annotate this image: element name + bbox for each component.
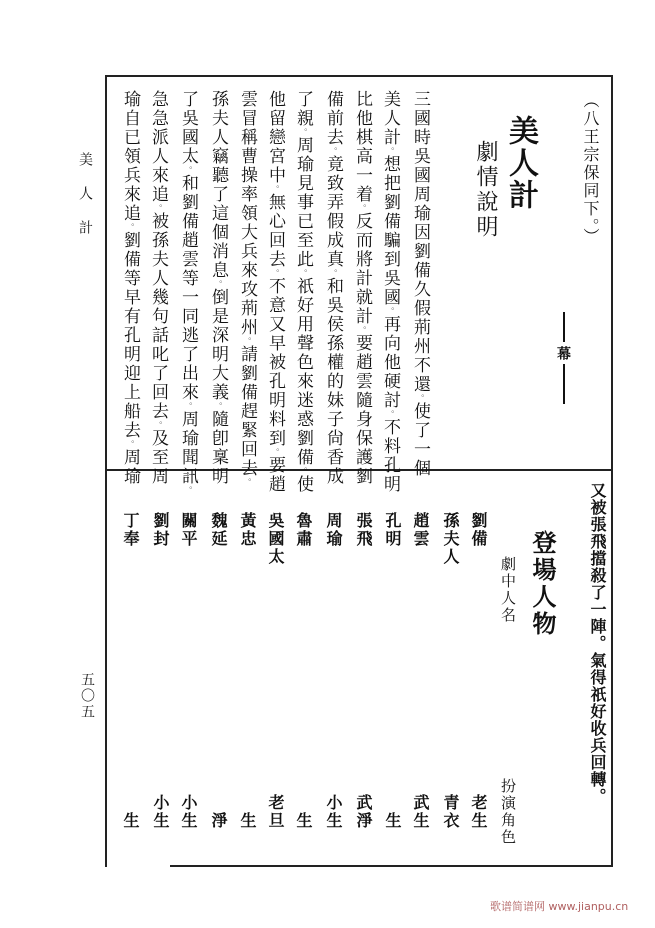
cast-role: 淨	[209, 812, 228, 830]
cast-heading: 登場人物	[528, 530, 557, 638]
cast-role: 老生	[469, 794, 488, 830]
act-label: 幕	[555, 346, 571, 360]
cast-role: 生	[294, 812, 313, 830]
synopsis-column: 美人計。想把劉備騙到吳國。再向他硬討。不料孔明	[380, 90, 400, 494]
frame-left-border	[105, 75, 107, 867]
cast-name: 黃忠	[238, 512, 257, 548]
page-title: 美人計	[503, 115, 538, 211]
cast-name: 丁奉	[121, 512, 140, 548]
synopsis-column: 比他棋高一着。反而將計就計。要趙雲隨身保護劉	[352, 90, 372, 486]
synopsis-continuation: 又被張飛擋殺了一陣。氣得祇好收兵回轉。	[588, 482, 607, 805]
cast-role: 武淨	[354, 794, 373, 830]
cast-name: 魏延	[209, 512, 228, 548]
synopsis-column: 三國時吳國周瑜因劉備久假荊州不還。使了一個	[410, 90, 430, 478]
cast-role: 小生	[151, 794, 170, 830]
cast-name: 吳國太	[266, 512, 285, 566]
cast-name: 趙雲	[411, 512, 430, 548]
act-marker	[555, 312, 571, 404]
synopsis-column: 急急派人來追。被孫夫人幾句話叱了回去。及至周	[148, 90, 168, 486]
cast-role: 小生	[324, 794, 343, 830]
cast-role: 生	[238, 812, 257, 830]
cast-role: 生	[383, 812, 402, 830]
synopsis-heading: 劇情說明	[473, 140, 498, 240]
cast-name: 關平	[179, 512, 198, 548]
synopsis-column: 孫夫人竊聽了這個消息。倒是深明大義。隨卽稟明	[208, 90, 228, 486]
cast-role: 青衣	[441, 794, 460, 830]
cast-role: 老旦	[266, 794, 285, 830]
cast-name: 劉備	[469, 512, 488, 548]
running-title: 美人計	[77, 152, 93, 254]
synopsis-column: 了吳國太。和劉備趙雲等一同逃了出來。周瑜聞訊。	[178, 90, 198, 494]
cast-role: 小生	[179, 794, 198, 830]
synopsis-column: 他留戀宮中。無心回去。不意又早被孔明料到。要趙	[265, 90, 285, 494]
frame-bottom-border	[170, 865, 613, 867]
cast-role: 生	[121, 812, 140, 830]
cast-name: 張飛	[354, 512, 373, 548]
cast-name: 劉封	[151, 512, 170, 548]
synopsis-column: 了親。周瑜見事已至此。祇好用聲色來迷惑劉備。使	[293, 90, 313, 494]
name-column-header: 劇中人名	[499, 556, 517, 624]
frame-top-border	[105, 75, 613, 77]
cast-note: （八王宗保同下。）	[581, 92, 600, 246]
frame-right-border	[611, 75, 613, 867]
cast-name: 周瑜	[324, 512, 343, 548]
synopsis-column: 備前去。竟致弄假成真。和吳侯孫權的妹子尙香成	[323, 90, 343, 486]
watermark: 歌谱简谱网 www.jianpu.cn	[490, 900, 629, 913]
role-column-header: 扮演角色	[499, 778, 517, 846]
cast-role: 武生	[411, 794, 430, 830]
page-number: 五〇五	[79, 672, 95, 720]
cast-name: 孔明	[383, 512, 402, 548]
synopsis-column: 雲冒稱曹操率領大兵來攻荊州。請劉備趕緊回去。	[237, 90, 257, 486]
cast-name: 孫夫人	[441, 512, 460, 566]
cast-name: 魯肅	[294, 512, 313, 548]
synopsis-column: 瑜自已領兵來追。劉備等早有孔明迎上船去。周瑜	[120, 90, 140, 486]
